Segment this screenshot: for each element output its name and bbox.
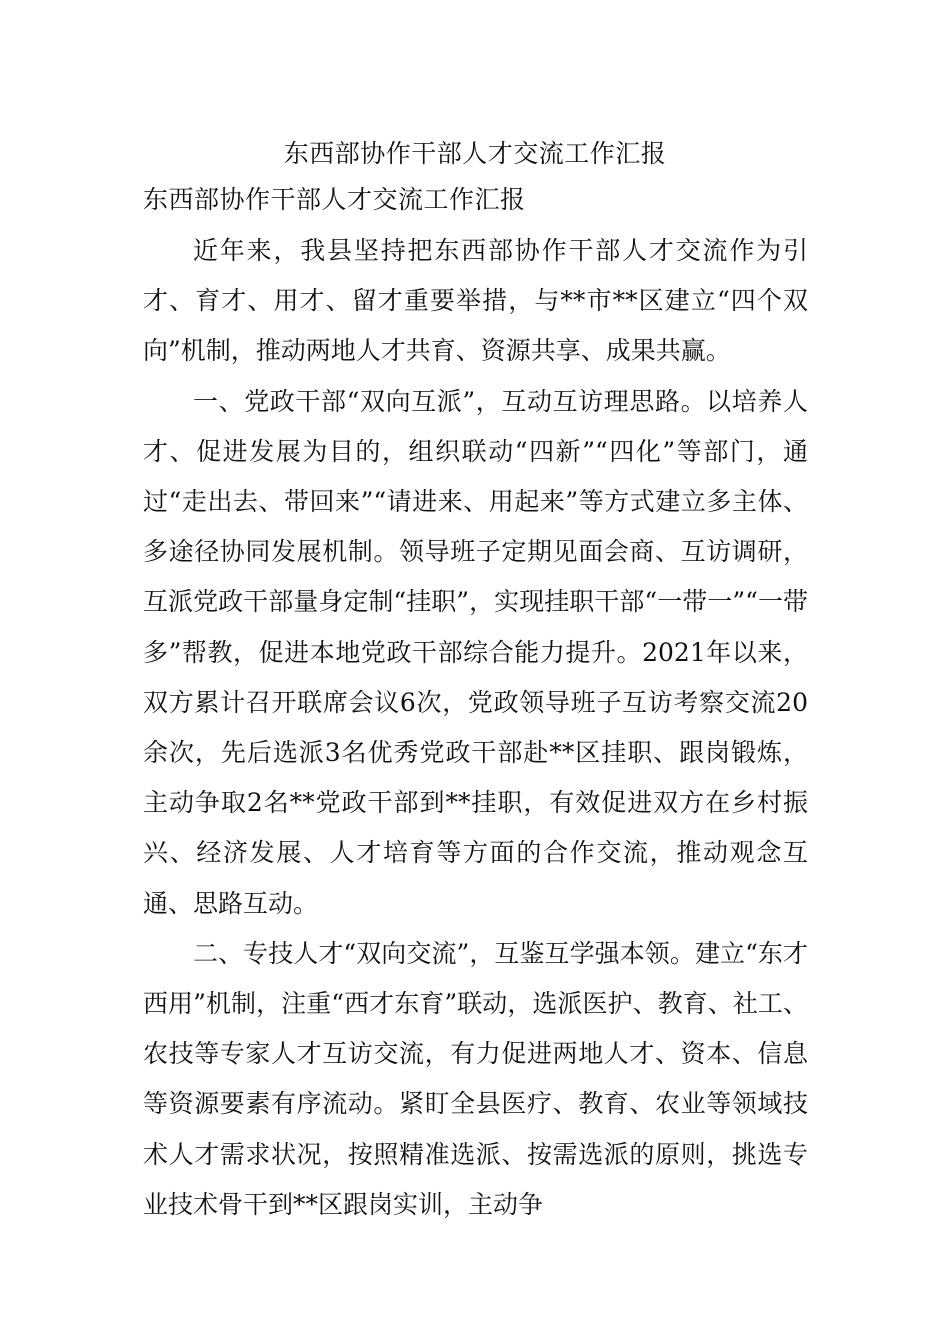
document-title: 东西部协作干部人才交流工作汇报 [283, 139, 667, 168]
document-body [143, 226, 808, 1230]
paragraph-section-2: 二、专技人才“双向交流”，互鉴互学强本领。建立“东才西用”机制，注重“西才东育”联动，选派医护、教育、社工、农技等专家人才互访交流，有力促进两地人才、资本、信息等资源要素有序流动。紧盯全县医疗、教育、农业等领域技术人才需求状况，按照精准选派、按需选派的原则，挑选专业技术骨干到**区跟岗实训，主动争 [143, 938, 808, 1219]
paragraph-intro: 近年来，我县坚持把东西部协作干部人才交流作为引才、育才、用才、留才重要举措，与**市**区建立“四个双向”机制，推动两地人才共育、资源共享、成果共赢。 [143, 236, 808, 366]
document-subtitle: 东西部协作干部人才交流工作汇报 [143, 185, 526, 214]
paragraph-section-1: 一、党政干部“双向互派”，互动互访理思路。以培养人才、促进发展为目的，组织联动“四新”“四化”等部门，通过“走出去、带回来”“请进来、用起来”等方式建立多主体、多途径协同发展机制。领导班子定期见面会商、互访调研，互派党政干部量身定制“挂职”，实现挂职干部“一带一”“一带多”帮教，促进本地党政干部综合能力提升。2021年以来，双方累计召开联席会议6次，党政领导班子互访考察交流20余次，先后选派3名优秀党政干部赴**区挂职、跟岗锻炼，主动争取2名**党政干部到**挂职，有效促进双方在乡村振兴、经济发展、人才培育等方面的合作交流，推动观念互通、思路互动。 [143, 386, 808, 918]
